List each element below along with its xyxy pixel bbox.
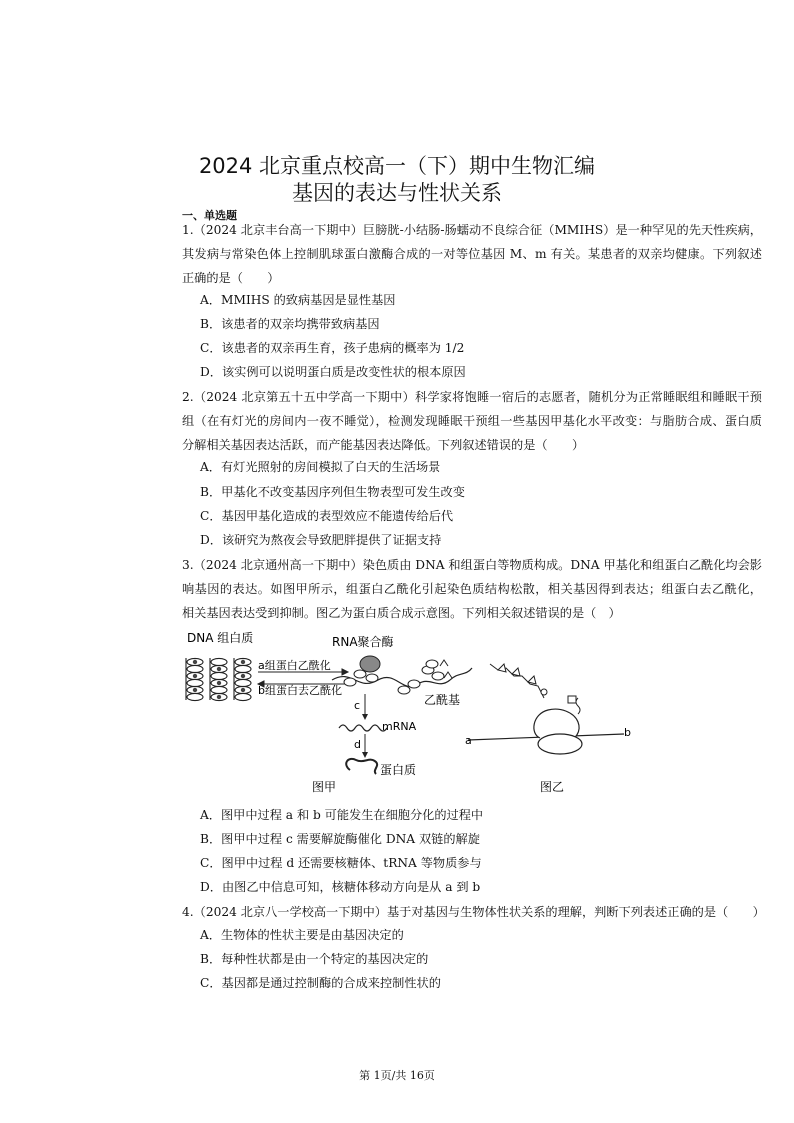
question-3-figure	[182, 628, 642, 800]
question-3-line-2: 响基因的表达。如图甲所示，组蛋白乙酰化引起染色质结构松散，相关基因得到表达；组蛋白去乙酰化，	[182, 582, 762, 596]
question-1-option-a: A．MMIHS 的致病基因是显性基因	[200, 293, 396, 307]
protein-icon	[346, 759, 377, 774]
ribosome-translation-icon	[468, 664, 624, 754]
question-3-line-1: 3.（2024 北京通州高一下期中）染色质由 DNA 和组蛋白等物质构成。DNA 甲基化和组蛋白乙酰化均会影	[182, 558, 762, 572]
arrow-b-label: b组蛋白去乙酰化	[258, 684, 342, 697]
question-2-option-a: A．有灯光照射的房间模拟了白天的生活场景	[200, 460, 441, 474]
arrow-a-label: a组蛋白乙酰化	[258, 659, 331, 672]
question-1-option-d: D．该实例可以说明蛋白质是改变性状的根本原因	[200, 365, 466, 379]
process-c-label: c	[354, 699, 361, 712]
question-2-line-1: 2.（2024 北京第五十五中学高一下期中）科学家将饱睡一宿后的志愿者，随机分为正常睡眠组和睡眠干预	[182, 390, 762, 404]
process-d-label: d	[354, 738, 361, 751]
protein-label: 蛋白质	[380, 763, 417, 777]
rna-polymerase-label: RNA聚合酶	[332, 635, 394, 649]
figure-yi-caption: 图乙	[540, 780, 565, 794]
question-3-option-b: B．图甲中过程 c 需要解旋酶催化 DNA 双链的解旋	[200, 832, 480, 846]
figure-jia-caption: 图甲	[312, 780, 337, 794]
question-3-option-d: D．由图乙中信息可知，核糖体移动方向是从 a 到 b	[200, 880, 481, 894]
question-2-line-2: 组（在有灯光的房间内一夜不睡觉），检测发现睡眠干预组一些基因甲基化水平改变：与脂肪合成、蛋白质	[182, 414, 762, 428]
page-footer: 第 1页/共 16页	[359, 1069, 435, 1082]
question-2-option-d: D．该研究为熬夜会导致肥胖提供了证据支持	[200, 533, 442, 547]
document-title: 2024 北京重点校高一（下）期中生物汇编	[198, 154, 596, 178]
mrna-icon	[339, 725, 387, 731]
question-3-option-c: C．图甲中过程 d 还需要核糖体、tRNA 等物质参与	[200, 856, 482, 870]
question-4-option-b: B．每种性状都是由一个特定的基因决定的	[200, 952, 429, 966]
figure-yi-b-label: b	[624, 726, 631, 739]
question-4-option-a: A．生物体的性状主要是由基因决定的	[200, 928, 404, 942]
question-1-line-2: 其发病与常染色体上控制肌球蛋白激酶合成的一对等位基因 M、m 有关。某患者的双亲均健康。下列叙述	[182, 247, 762, 261]
question-3-line-3: 相关基因表达受到抑制。图乙为蛋白质合成示意图。下列相关叙述错误的是（ ）	[182, 606, 621, 620]
question-1-line-1: 1.（2024 北京丰台高一下期中）巨膀胱-小结肠-肠蠕动不良综合征（MMIHS）是一种罕见的先天性疾病，	[182, 223, 762, 237]
mrna-label: mRNA	[382, 720, 417, 733]
question-2-option-b: B．甲基化不改变基因序列但生物表型可发生改变	[200, 485, 465, 499]
question-3-option-a: A．图甲中过程 a 和 b 可能发生在细胞分化的过程中	[200, 808, 484, 822]
figure-yi-a-label: a	[465, 734, 472, 747]
rna-polymerase-icon	[360, 656, 380, 672]
section-heading: 一、单选题	[182, 209, 237, 222]
document-subtitle: 基因的表达与性状关系	[292, 181, 502, 205]
question-4-line-1: 4.（2024 北京八一学校高一下期中）基于对基因与生物体性状关系的理解，判断下列表述正确的是（ ）	[182, 905, 765, 919]
nucleosome-stacks-icon	[186, 658, 251, 701]
dna-label: DNA 组白质	[187, 631, 254, 645]
question-1-option-c: C．该患者的双亲再生育，孩子患病的概率为 1/2	[200, 341, 465, 355]
acetyl-label: 乙酰基	[424, 693, 461, 707]
question-4-option-c: C．基因都是通过控制酶的合成来控制性状的	[200, 976, 441, 990]
question-2-option-c: C．基因甲基化造成的表型效应不能遗传给后代	[200, 509, 454, 523]
question-1-line-3: 正确的是（ ）	[182, 271, 280, 285]
question-1-option-b: B．该患者的双亲均携带致病基因	[200, 317, 380, 331]
question-2-line-3: 分解相关基因表达活跃，而产能基因表达降低。下列叙述错误的是（ ）	[182, 438, 585, 452]
